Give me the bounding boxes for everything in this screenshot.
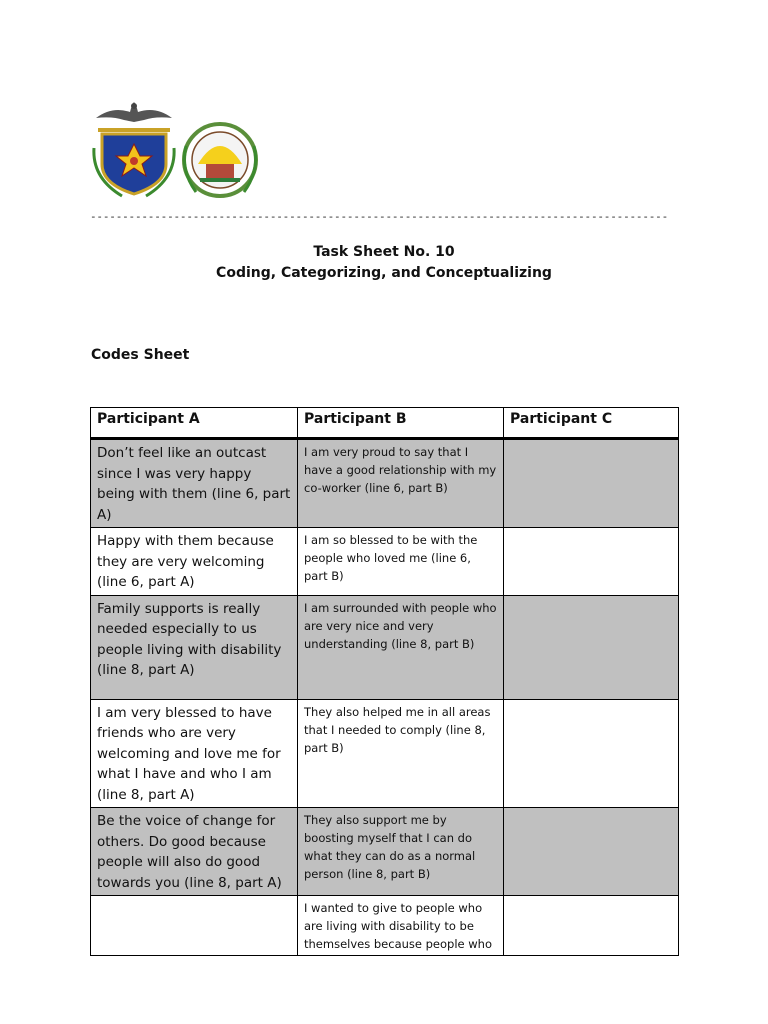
- column-header-participant-b: Participant B: [298, 408, 504, 439]
- table-row: [91, 808, 679, 896]
- codes-table: [90, 407, 679, 956]
- table-row: [91, 896, 679, 956]
- table-header-row: [91, 408, 679, 439]
- document-title: Task Sheet No. 10: [313, 244, 455, 260]
- header-divider: ------------------------------------------------------------------------------------------: [90, 210, 669, 223]
- left-emblem-logo: [94, 102, 174, 196]
- cell-participant-a: [91, 896, 298, 956]
- section-heading: Codes Sheet: [91, 347, 190, 363]
- document-subtitle: Coding, Categorizing, and Conceptualizing: [216, 265, 552, 281]
- cell-participant-c: [504, 699, 679, 808]
- table-row: [91, 439, 679, 528]
- cell-participant-a: I am very blessed to have friends who are very welcoming and love me for what I have and who I am (line 8, part A): [91, 699, 298, 808]
- column-header-participant-a: Participant A: [91, 408, 298, 439]
- cell-participant-b: I am very proud to say that I have a good relationship with my co-worker (line 6, part B): [298, 439, 504, 528]
- logo-group: [92, 98, 264, 200]
- cell-participant-c: [504, 439, 679, 528]
- cell-participant-c: [504, 595, 679, 699]
- cell-participant-b: I wanted to give to people who are living with disability to be themselves because people who: [298, 896, 504, 956]
- column-header-participant-c: Participant C: [504, 408, 679, 439]
- cell-participant-b: I am so blessed to be with the people who loved me (line 6, part B): [298, 528, 504, 596]
- cell-participant-a: Be the voice of change for others. Do good because people will also do good towards you (line 8, part A): [91, 808, 298, 896]
- cell-participant-c: [504, 808, 679, 896]
- emblem-logos: [92, 98, 264, 200]
- cell-participant-a: Don’t feel like an outcast since I was very happy being with them (line 6, part A): [91, 439, 298, 528]
- cell-participant-c: [504, 896, 679, 956]
- table-row: [91, 528, 679, 596]
- cell-participant-b: They also helped me in all areas that I needed to comply (line 8, part B): [298, 699, 504, 808]
- table-row: [91, 699, 679, 808]
- cell-participant-a: Happy with them because they are very welcoming (line 6, part A): [91, 528, 298, 596]
- table-row: [91, 595, 679, 699]
- cell-participant-a: Family supports is really needed especially to us people living with disability (line 8, part A): [91, 595, 298, 699]
- right-emblem-logo: [184, 124, 256, 196]
- cell-participant-c: [504, 528, 679, 596]
- cell-participant-b: I am surrounded with people who are very nice and very understanding (line 8, part B): [298, 595, 504, 699]
- cell-participant-b: They also support me by boosting myself that I can do what they can do as a normal person (line 8, part B): [298, 808, 504, 896]
